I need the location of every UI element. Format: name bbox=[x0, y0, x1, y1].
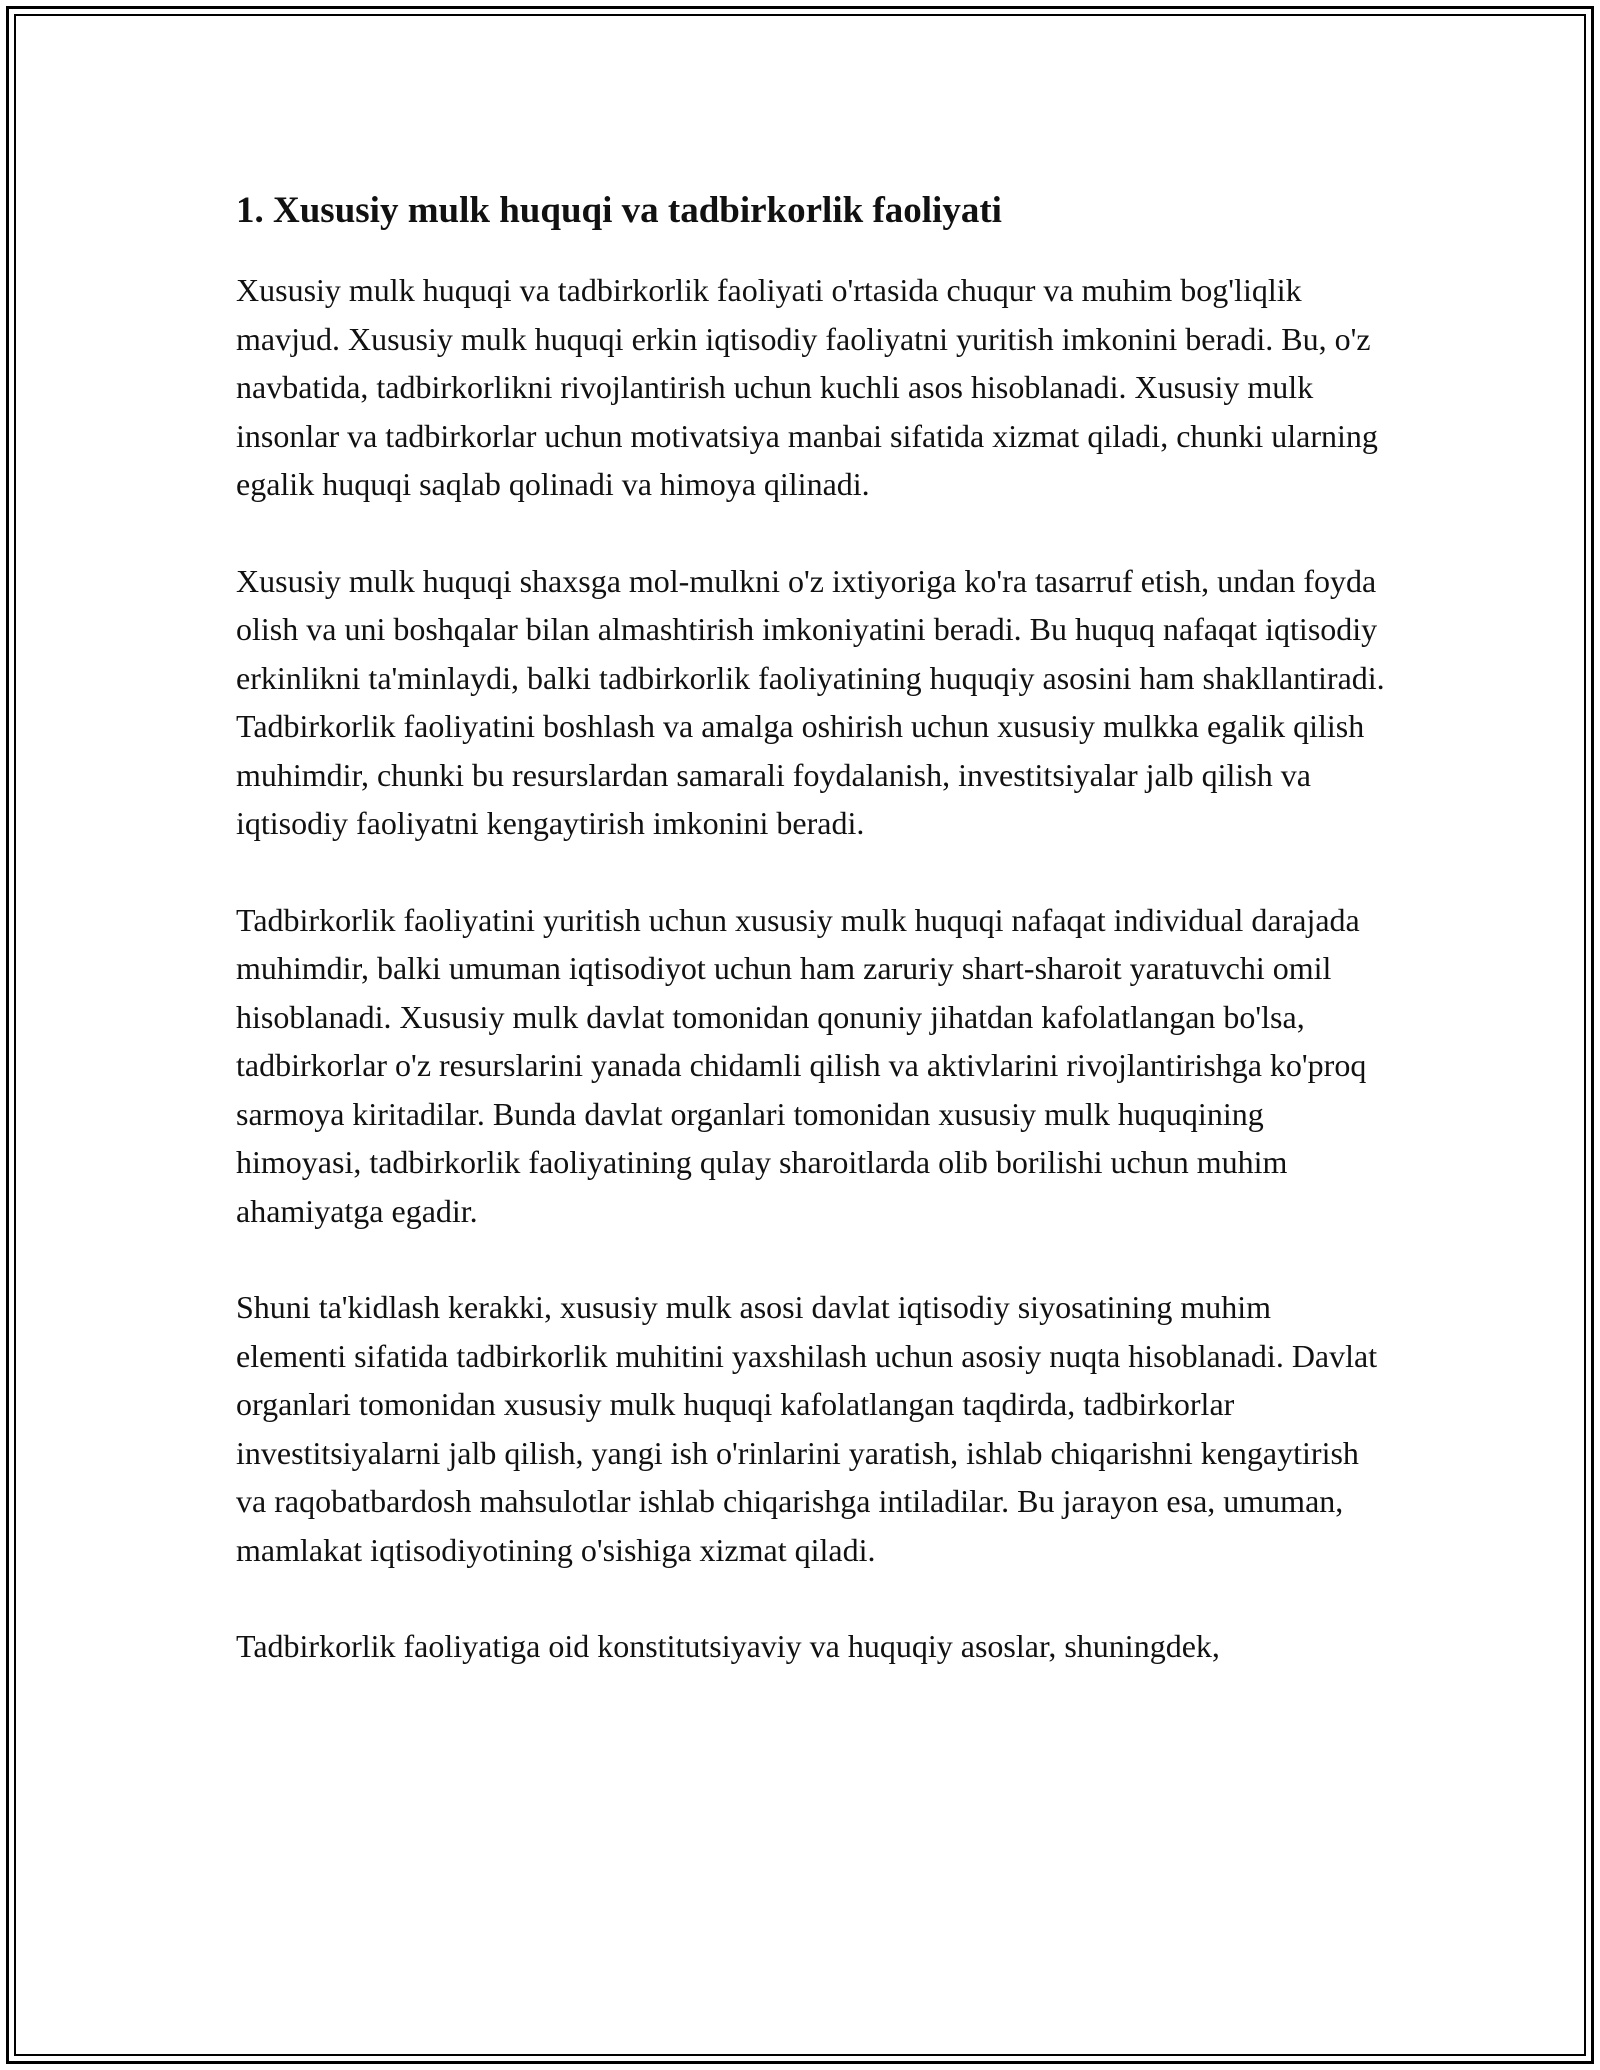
paragraph-4: Shuni ta'kidlash kerakki, xususiy mulk asosi davlat iqtisodiy siyosatining muhim elementi sifatida tadbirkorlik muhitini yaxshilash uchun asosiy nuqta hisoblanadi. Davlat organlari tomonidan xususiy mulk huquqi kafolatlangan taqdirda, tadbirkorlar investitsiyalarni jalb qilish, yangi ish o'rinlarini yaratish, ishlab chiqarishni kengaytirish va raqobatbardosh mahsulotlar ishlab chiqarishga intiladilar. Bu jarayon esa, umuman, mamlakat iqtisodiyotining o'sishiga xizmat qiladi. bbox=[236, 1289, 1378, 1568]
paragraph-3: Tadbirkorlik faoliyatini yuritish uchun xususiy mulk huquqi nafaqat individual darajada muhimdir, balki umuman iqtisodiyot uchun ham zaruriy shart-sharoit yaratuvchi omil hisoblanadi. Xususiy mulk davlat tomonidan qonuniy jihatdan kafolatlangan bo'lsa, tadbirkorlar o'z resurslarini yanada chidamli qilish va aktivlarini rivojlantirishga ko'proq sarmoya kiritadilar. Bunda davlat organlari tomonidan xususiy mulk huquqining himoyasi, tadbirkorlik faoliyatining qulay sharoitlarda olib borilishi uchun muhim ahamiyatga egadir. bbox=[236, 901, 1367, 1229]
paragraph-2: Xususiy mulk huquqi shaxsga mol-mulkni o'z ixtiyoriga ko'ra tasarruf etish, undan foyda olish va uni boshqalar bilan almashtirish imkoniyatini beradi. Bu huquq nafaqat iqtisodiy erkinlikni ta'minlaydi, balki tadbirkorlik faoliyatining huquqiy asosini ham shakllantiradi. Tadbirkorlik faoliyatini boshlash va amalga oshirish uchun xususiy mulkka egalik qilish muhimdir, chunki bu resurslardan samarali foydalanish, investitsiyalar jalb qilish va iqtisodiy faoliyatni kengaytirish imkonini beradi. bbox=[236, 562, 1385, 841]
paragraph-5: Tadbirkorlik faoliyatiga oid konstitutsiyaviy va huquqiy asoslar, shuningdek, bbox=[236, 1628, 1220, 1664]
paragraph-1: Xususiy mulk huquqi va tadbirkorlik faoliyati o'rtasida chuqur va muhim bog'liqlik mavjud. Xususiy mulk huquqi erkin iqtisodiy faoliyatni yuritish imkonini beradi. Bu, o'z navbatida, tadbirkorlikni rivojlantirish uchun kuchli asos hisoblanadi. Xususiy mulk insonlar va tadbirkorlar uchun motivatsiya manbai sifatida xizmat qiladi, chunki ularning egalik huquqi saqlab qolinadi va himoya qilinadi. bbox=[236, 272, 1378, 502]
section-heading: 1. Xususiy mulk huquqi va tadbirkorlik faoliyati bbox=[236, 190, 1002, 231]
document-body bbox=[236, 186, 1386, 1719]
